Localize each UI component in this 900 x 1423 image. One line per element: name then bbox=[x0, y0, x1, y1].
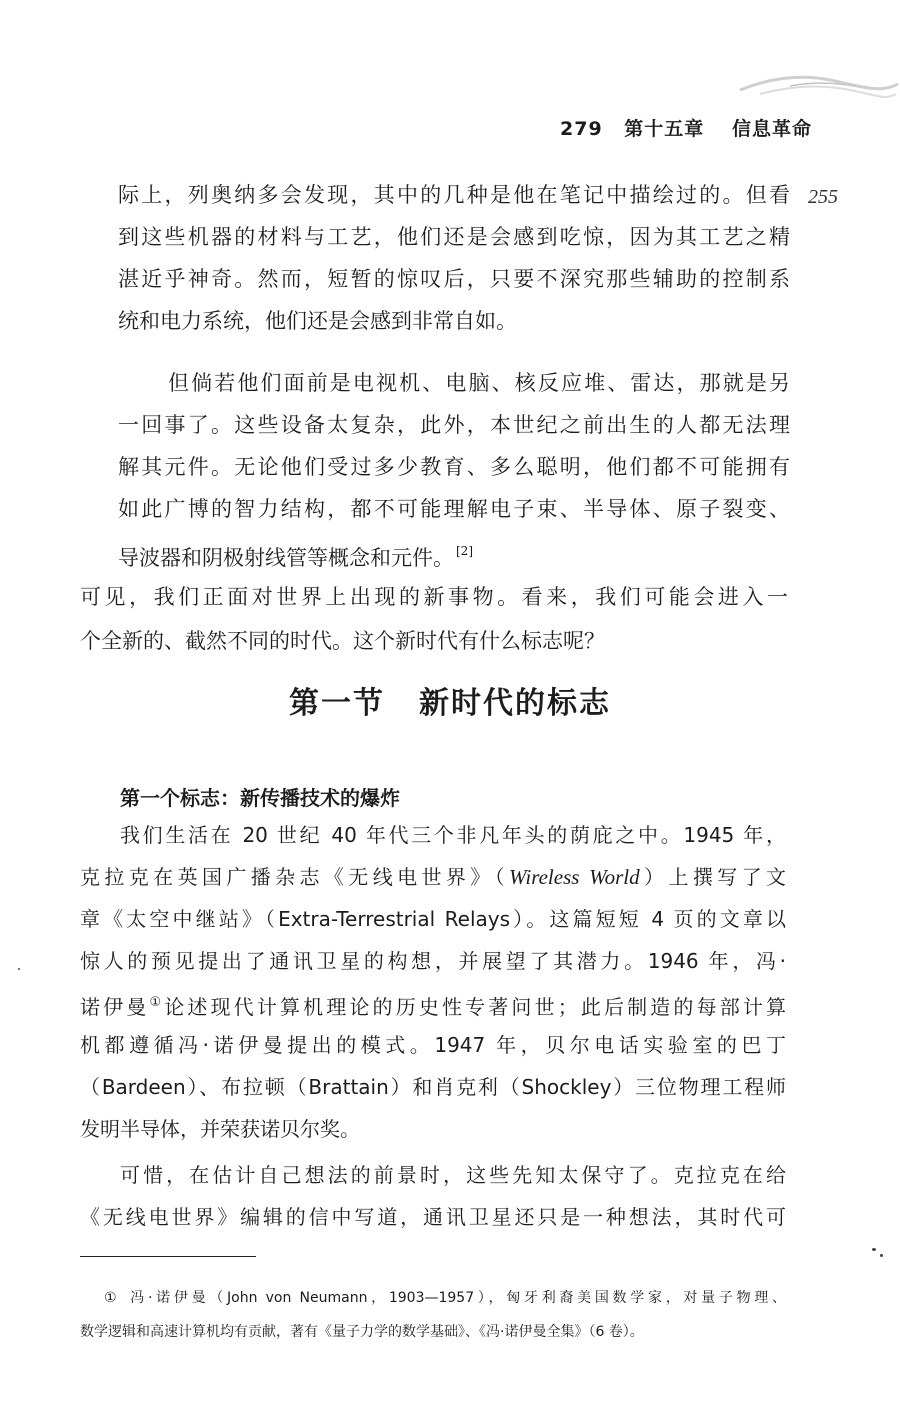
margin-page-number: 255 bbox=[808, 186, 838, 208]
header-page-number: 279 bbox=[560, 118, 603, 140]
section-heading bbox=[0, 678, 900, 722]
body-line: 章《太空中继站》（Extra-Terrestrial Relays）。这篇短短 4 页的文章以 bbox=[80, 907, 786, 931]
decorative-swirl-icon bbox=[730, 64, 900, 114]
body-text: 论述现代计算机理论的历史性专著问世；此后制造的每部计算 bbox=[164, 995, 787, 1019]
quote-line: 解其元件。无论他们受过多少教育、多么聪明，他们都不可能拥有 bbox=[118, 455, 790, 479]
footnote-text: 冯·诺伊曼（John von Neumann，1903—1957），匈牙利裔美国数学家，对量子物理、 bbox=[130, 1290, 786, 1306]
magazine-name-italic: Wireless World bbox=[509, 865, 640, 889]
body-line: 《无线电世界》编辑的信中写道，通讯卫星还只是一种想法，其时代可 bbox=[80, 1205, 786, 1229]
running-header bbox=[560, 114, 812, 141]
body-line: 我们生活在 20 世纪 40 年代三个非凡年头的荫庇之中。1945 年， bbox=[120, 823, 786, 847]
intro-line: 可见，我们正面对世界上出现的新事物。看来，我们可能会进入一 bbox=[80, 585, 788, 609]
paper-speck bbox=[18, 968, 20, 970]
body-line bbox=[80, 988, 786, 1022]
section-number: 第一节 bbox=[289, 686, 385, 721]
quote-line-last bbox=[118, 536, 473, 573]
header-chapter: 第十五章 bbox=[624, 118, 705, 140]
body-line: 可惜，在估计自己想法的前景时，这些先知太保守了。克拉克在给 bbox=[120, 1163, 786, 1187]
footnote-divider bbox=[80, 1256, 256, 1257]
quote-line: 如此广博的智力结构，都不可能理解电子束、半导体、原子裂变、 bbox=[118, 497, 790, 521]
body-text: 克拉克在英国广播杂志《无线电世界》（ bbox=[80, 865, 510, 889]
body-line bbox=[80, 862, 786, 892]
body-text: 诺伊曼 bbox=[80, 995, 150, 1019]
intro-line: 个全新的、截然不同的时代。这个新时代有什么标志呢？ bbox=[80, 629, 605, 653]
quote-line: 际上，列奥纳多会发现，其中的几种是他在笔记中描绘过的。但看 bbox=[118, 183, 790, 207]
subsection-heading: 第一个标志：新传播技术的爆炸 bbox=[120, 786, 400, 810]
quote-line: 但倘若他们面前是电视机、电脑、核反应堆、雷达，那就是另 bbox=[168, 371, 790, 395]
header-chapter-title: 信息革命 bbox=[731, 118, 812, 140]
quote-line-text: 导波器和阴极射线管等概念和元件。 bbox=[118, 546, 454, 570]
quote-line: 到这些机器的材料与工艺，他们还是会感到吃惊，因为其工艺之精 bbox=[118, 225, 790, 249]
quote-line: 湛近乎神奇。然而，短暂的惊叹后，只要不深究那些辅助的控制系 bbox=[118, 267, 790, 291]
quote-line: 一回事了。这些设备太复杂，此外，本世纪之前出生的人都无法理 bbox=[118, 413, 790, 437]
quote-line: 统和电力系统，他们还是会感到非常自如。 bbox=[118, 309, 517, 333]
footnote-line: 数学逻辑和高速计算机均有贡献，著有《量子力学的数学基础》、《冯·诺伊曼全集》（6 卷）。 bbox=[80, 1324, 644, 1340]
footnote-marker: ① bbox=[104, 1290, 121, 1306]
paper-speck bbox=[872, 1248, 876, 1251]
reference-mark: [2] bbox=[456, 544, 473, 558]
section-title: 新时代的标志 bbox=[419, 686, 611, 721]
footnote-line bbox=[104, 1283, 786, 1313]
footnote-mark: ① bbox=[149, 995, 165, 1010]
paper-speck bbox=[880, 1254, 883, 1257]
body-text: ）上撰写了文 bbox=[639, 865, 787, 889]
body-line: 发明半导体，并荣获诺贝尔奖。 bbox=[80, 1117, 360, 1141]
body-line: （Bardeen）、布拉顿（Brattain）和肖克利（Shockley）三位物理工程师 bbox=[80, 1075, 786, 1099]
body-line: 机都遵循冯·诺伊曼提出的模式。1947 年，贝尔电话实验室的巴丁 bbox=[80, 1033, 786, 1057]
body-line: 惊人的预见提出了通讯卫星的构想，并展望了其潜力。1946 年，冯· bbox=[80, 949, 786, 973]
